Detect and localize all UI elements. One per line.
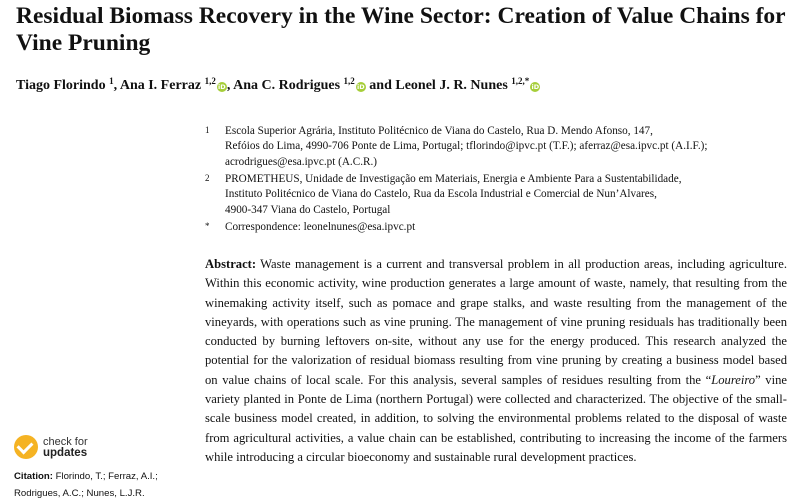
abstract-text: Waste management is a current and transversal problem in all production areas, including agriculture. Within this economic activity, wine production generates a large amount of waste, namely, that resulting from the winemaking activity itself, such as pomace and grape stalks, and waste resulting from the management of the vineyards, with operations such as vine pruning. The management of vine pruning residuals has traditionally been conducted by burning leftovers on-site, without any use for the energy produced. This research analyzed the potential for the valorization of residual biomass resulting from vine pruning by creating a business model based on value chains of local scale. For this analysis, several samples of residues resulting from the “: [205, 257, 787, 387]
affiliation-line: PROMETHEUS, Unidade de Investigação em Materiais, Energia e Ambiente Para a Sustentabilidade,: [225, 173, 682, 185]
author-name: Leonel J. R. Nunes: [395, 78, 508, 93]
author-affil-marker: 1,2,*: [511, 76, 530, 86]
orcid-icon[interactable]: iD: [218, 83, 226, 91]
author-affil-marker: 1,2: [343, 76, 355, 86]
correspondence-line: Correspondence: leonelnunes@esa.ipvc.pt: [225, 221, 416, 233]
orcid-icon[interactable]: iD: [531, 83, 540, 91]
orcid-icon[interactable]: iD: [356, 83, 365, 91]
citation: [14, 468, 194, 502]
abstract-text: ” vine variety planted in Ponte de Lima (northern Portugal) were collected and characterized. The objective of the small-scale business model created, in addition, to solving the environmental problems related to the disposal of waste from agricultural activities, a value chain can be established, contributing to increasing the income of the farmers while introducing a circular bioeconomy and sustainable rural development practices.: [205, 372, 787, 464]
affiliation-2: [205, 172, 785, 218]
author-affil-marker: 1: [109, 76, 114, 86]
affiliation-marker: *: [205, 221, 210, 231]
author[interactable]: [233, 78, 366, 93]
author-affil-marker: 1,2: [204, 76, 216, 86]
check-badge-icon: [14, 435, 38, 459]
author-list: [16, 72, 791, 95]
affiliation-line: Escola Superior Agrária, Instituto Politécnico de Viana do Castelo, Rua D. Mendo Afonso, 147,: [225, 125, 653, 137]
abstract-italic: Loureiro: [711, 372, 756, 387]
updates-line1: check for: [43, 436, 88, 448]
author-separator: ,: [113, 78, 120, 93]
author[interactable]: [395, 78, 540, 93]
affiliation-line: Refóios do Lima, 4990-706 Ponte de Lima, Portugal; tflorindo@ipvc.pt (T.F.); aferraz@esa.ipvc.pt (A.I.F.);: [225, 140, 708, 153]
citation-label: Citation:: [14, 471, 53, 482]
author-name: Ana I. Ferraz: [119, 78, 202, 93]
check-for-updates-button[interactable]: [14, 435, 114, 461]
affiliation-marker: 1: [205, 125, 210, 135]
author[interactable]: [120, 78, 227, 93]
author[interactable]: [16, 78, 114, 93]
author-separator: ,: [226, 78, 234, 93]
affiliation-line: Instituto Politécnico de Viana do Castelo, Rua da Escola Industrial e Comercial de Nun’Alvares,: [225, 188, 657, 201]
citation-line: Rodrigues, A.C.; Nunes, L.J.R.: [14, 488, 145, 499]
updates-line2: updates: [43, 447, 88, 459]
abstract: [205, 255, 787, 467]
paper-title: Residual Biomass Recovery in the Wine Sector: Creation of Value Chains for Vine Pruning: [16, 3, 786, 56]
author-name: Ana C. Rodrigues: [233, 78, 341, 93]
author-separator: and: [365, 78, 396, 93]
abstract-label: Abstract:: [205, 257, 257, 271]
affiliation-line: 4900-347 Viana do Castelo, Portugal: [225, 203, 391, 216]
affiliation-1: [205, 124, 785, 170]
author-name: Tiago Florindo: [16, 78, 106, 93]
affiliation-marker: 2: [205, 173, 210, 183]
citation-line: Florindo, T.; Ferraz, A.I.;: [52, 471, 158, 482]
affiliation-line: acrodrigues@esa.ipvc.pt (A.C.R.): [225, 155, 377, 168]
correspondence: [205, 220, 785, 235]
